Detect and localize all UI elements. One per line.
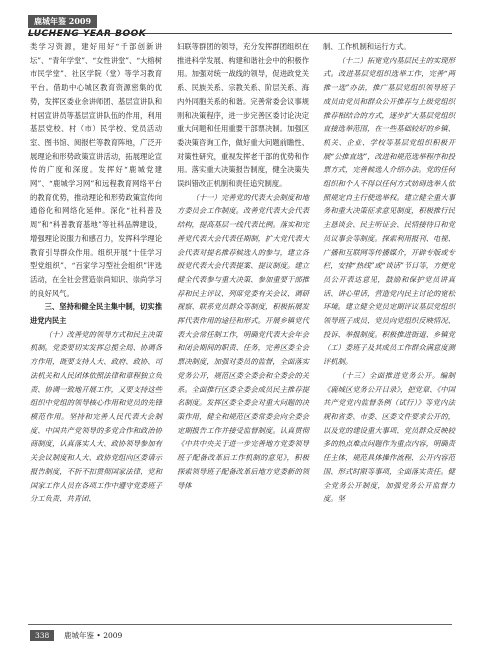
header-title-en: LUCHENG YEAR BOOK [28,29,147,39]
text-column-1 [30,40,162,506]
header-rule [28,33,452,34]
running-header [28,9,146,39]
text-column-2 [177,40,309,492]
subsection-paragraph: （十三）全面推进党务公开。编制《鹿城区党务公开目录》，把党章、《中国共产党党内监督条例（试行）》等党内法规和省委、市委、区委文件要求公开的，以及党的建设重大事项、党员群众反映较多的热点难点问题作为重点内容，明确责任主体，规范具体操作流程、公开内容范围、形式时限等事项，全面落实责任。健全党务公开制度，加强党务公开监督力度。坚 [323,370,455,504]
subsection-paragraph: （十一）完善党的代表大会制度和地方委员会工作制度。改善党代表大会代表结构，提高基层一线代表比例。落实和完善党代表大会代表任期制，扩大党代表大会代表对提名推荐候选人的参与，建立各级党代表大会代表提案、提议制度。建立健全代表参与重大决策、参加重要干部推荐和民主评议、列席党委有关会议、调研视察、联系党员群众等制度，积极拓展发挥代表作用的途径和形式。开展乡镇党代表大会常任制工作，明确党代表大会年会和闭会期间的职责、任务，完善区委全会票决制度，加强对委员的监督，全面落实党务公开，规范区委全委会和全委会的关系。全面推行区委全委会成员民主推荐提名制度。发挥区委全委会对重大问题的决策作用，健全和规范区委常委会向全委会定期报告工作并接受监督制度。认真贯彻《中共中央关于进一步完善地方党委领导班子配备改革后工作机制的意见》，积极探索领导班子配备改革后地方党委新的领导体 [177,192,309,490]
body-paragraph: 妇联等群团的领导，充分发挥群团组织在推进科学发展、构建和谐社会中的积极作用。加强对统一战线的领导，促进政党关系、民族关系、宗教关系、阶层关系、海内外同胞关系的和谐。完善常委会议事规则和决策程序，进一步完善区委讨论决定重大问题和任用重要干部票决制。加强区委决策咨询工作，做好重大问题前瞻性、对策性研究，重视发挥老干部的优势和作用。落实重大决策报告制度，健全决策失误纠错改正机制和责任追究制度。 [177,42,309,189]
subsection-paragraph: （十）改善党的领导方式和民主决策机制。党委要切实发挥总揽全局、协调各方作用，既要支持人大、政府、政协、司法机关和人民团体依照法律和章程独立负责、协调一致地开展工作，又要支持这些组织中党组的领导核心作用和党员的先锋模范作用。坚持和完善人民代表大会制度、中国共产党领导的多党合作和政治协商制度，认真落实人大、政协领导参加有关会议制度和人大、政协党组向区委请示报告制度，不折不扣贯彻国家法律、党和国家工作人员在各项工作中遵守党委班子分工负责、共青团、 [30,329,162,504]
text-column-3 [323,40,455,506]
footer-rule [28,624,452,625]
header-title-cn: 鹿城年鉴 2009 [28,15,97,28]
body-paragraph: 类学习资源，建好用好“千部创新讲坛”、“青年学堂”、“女性讲堂”、“大榕树市民学堂”、社区学院（堂）等学习教育平台。借助中心城区教育资源密集的优势，发挥区委业余讲师团、基层宣讲队和村居宣讲员等基层宣讲队伍的作用，利用基层党校、村（市）民学校、党员活动室、图书馆、阅报栏等教育阵地，广泛开展理论和形势政策宣讲活动，拓展理论宣传的广度和深度。发挥好“鹿城党建网”、“鹿城学习网”和远程教育网络平台的教育优势，推动理论和形势政策宣传向通俗化和网络化延伸。深化“社科普及周”和“科普教育基地”等社科品牌建设，增强理论说服力和感召力，发挥科学理论教育引导群众作用。组织开展“十佳学习型党组织”、“百家学习型社会组织”评选活动，在全社会营造崇尚知识、崇尚学习的良好风气。 [30,42,162,298]
page-number: 338 [30,630,54,641]
body-paragraph: 制、工作机制和运行方式。 [323,42,411,51]
section-heading: 三、坚持和健全民主集中制，切实推进党内民主 [30,302,162,326]
subsection-paragraph: （十二）拓宽党内基层民主的实现形式。改进基层党组织选举工作，完善“两推一选”办法，推广基层党组织领导班子成员由党员和群众公开推荐与上级党组织推荐相结合的方式，逐步扩大基层党组织直接选举范围，在一些基础较好的乡镇、机关、企业、学校等基层党组织积极开展“公推直选”，改进和规范选举程序和投票方式，完善候选人介绍办法。党的任何组织和个人不得以任何方式妨碍选举人依照规定自主行使选举权。建立健全重大事务和重大决策征求意见制度，积极推行民主恳谈会、民主听证会、民情接待日和党员议事会等制度。探索利用报刊、电视、广播和互联网等传播媒介，开辟专版或专栏，安排“热线”或“谈话”节目等，方便党员公开表达意见，鼓励和保护党员讲真话、讲心里话，营造党内民主讨论的宽松环境。建立健全党员定期评议基层党组织领导班子成员、党员向党组织反映情况、投诉、举报制度。积极推进街道、乡镇党（工）委班子及其成员工作群众满意度测评机制。 [323,55,455,367]
footer-text: 鹿城年鉴 • 2009 [64,631,123,640]
